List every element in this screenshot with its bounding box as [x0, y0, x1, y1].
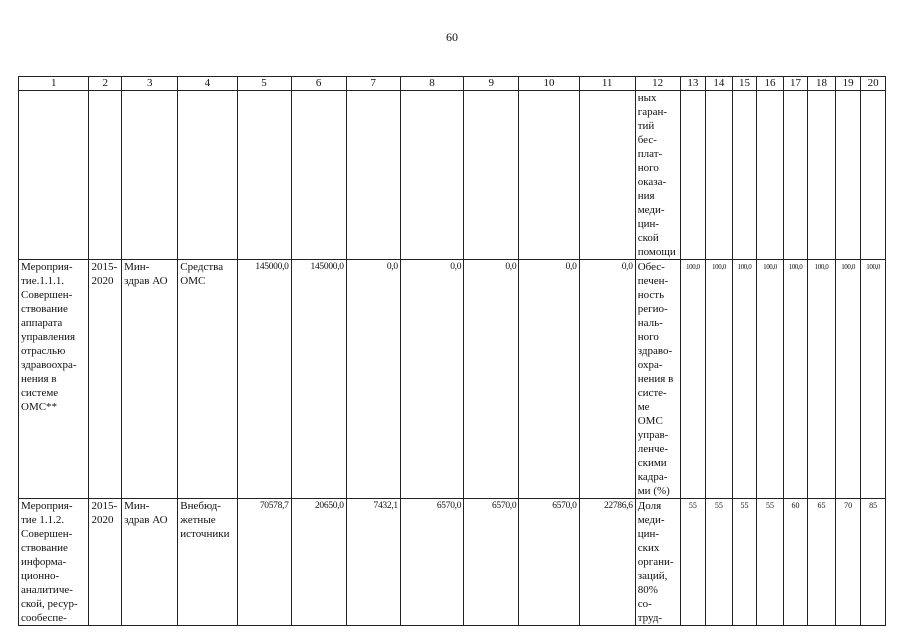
value-cell: 0,0	[519, 260, 579, 499]
target-cell: 100,0	[861, 260, 886, 499]
col-header: 12	[635, 77, 680, 91]
value-cell	[579, 91, 635, 260]
indicator-cell: ных гаран- тий бес- плат- ного оказа- ния меди- цин- ской помощи	[635, 91, 680, 260]
executor-cell: Мин- здрав АО	[122, 499, 178, 626]
value-cell	[346, 91, 400, 260]
program-table	[18, 76, 886, 626]
col-header: 16	[757, 77, 784, 91]
target-cell: 60	[783, 499, 808, 626]
value-cell: 145000,0	[291, 260, 346, 499]
col-header: 20	[861, 77, 886, 91]
source-cell: Внебюд- жетные источники	[178, 499, 237, 626]
source-cell	[178, 91, 237, 260]
col-header: 6	[291, 77, 346, 91]
indicator-cell: Обес- печен- ность регио- наль- ного здраво- охра- нения в систе- ме ОМС управ- ленче- скими кадра- ми (%)	[635, 260, 680, 499]
target-cell: 55	[757, 499, 784, 626]
col-header: 19	[835, 77, 861, 91]
target-cell: 100,0	[680, 260, 706, 499]
col-header: 15	[732, 77, 757, 91]
years-cell: 2015- 2020	[89, 260, 122, 499]
col-header: 17	[783, 77, 808, 91]
years-cell: 2015- 2020	[89, 499, 122, 626]
target-cell	[706, 91, 733, 260]
target-cell	[757, 91, 784, 260]
target-cell: 55	[680, 499, 706, 626]
target-cell: 100,0	[706, 260, 733, 499]
value-cell: 6570,0	[464, 499, 519, 626]
value-cell: 70578,7	[237, 499, 291, 626]
value-cell: 7432,1	[346, 499, 400, 626]
value-cell: 0,0	[464, 260, 519, 499]
col-header: 4	[178, 77, 237, 91]
table-row	[19, 260, 886, 499]
value-cell: 6570,0	[519, 499, 579, 626]
target-cell	[808, 91, 836, 260]
source-cell: Средства ОМС	[178, 260, 237, 499]
event-name-cell: Мероприя- тие.1.1.1. Совершен- ствование аппарата управления отраслью здравоохра- нения в системе ОМС**	[19, 260, 89, 499]
value-cell: 0,0	[579, 260, 635, 499]
value-cell	[519, 91, 579, 260]
value-cell: 0,0	[346, 260, 400, 499]
value-cell	[400, 91, 463, 260]
executor-cell: Мин- здрав АО	[122, 260, 178, 499]
target-cell: 100,0	[808, 260, 836, 499]
value-cell	[291, 91, 346, 260]
value-cell: 20650,0	[291, 499, 346, 626]
col-header: 8	[400, 77, 463, 91]
page-number: 60	[446, 30, 458, 44]
col-header: 9	[464, 77, 519, 91]
target-cell: 100,0	[783, 260, 808, 499]
header-row	[19, 77, 886, 91]
value-cell: 0,0	[400, 260, 463, 499]
target-cell: 55	[706, 499, 733, 626]
target-cell: 100,0	[757, 260, 784, 499]
col-header: 3	[122, 77, 178, 91]
col-header: 2	[89, 77, 122, 91]
target-cell	[835, 91, 861, 260]
target-cell: 100,0	[835, 260, 861, 499]
value-cell: 145000,0	[237, 260, 291, 499]
col-header: 13	[680, 77, 706, 91]
value-cell: 22786,6	[579, 499, 635, 626]
target-cell: 85	[861, 499, 886, 626]
col-header: 14	[706, 77, 733, 91]
value-cell	[237, 91, 291, 260]
target-cell: 65	[808, 499, 836, 626]
target-cell: 55	[732, 499, 757, 626]
col-header: 11	[579, 77, 635, 91]
target-cell	[783, 91, 808, 260]
event-name-cell	[19, 91, 89, 260]
target-cell	[861, 91, 886, 260]
col-header: 5	[237, 77, 291, 91]
target-cell: 70	[835, 499, 861, 626]
col-header: 7	[346, 77, 400, 91]
col-header: 10	[519, 77, 579, 91]
table-row	[19, 91, 886, 260]
target-cell: 100,0	[732, 260, 757, 499]
event-name-cell: Мероприя- тие 1.1.2. Совершен- ствование информа- ционно- аналитиче- ской, ресур- сообеспе-	[19, 499, 89, 626]
target-cell	[680, 91, 706, 260]
table-row	[19, 499, 886, 626]
target-cell	[732, 91, 757, 260]
col-header: 18	[808, 77, 836, 91]
years-cell	[89, 91, 122, 260]
col-header: 1	[19, 77, 89, 91]
value-cell: 6570,0	[400, 499, 463, 626]
value-cell	[464, 91, 519, 260]
executor-cell	[122, 91, 178, 260]
indicator-cell: Доля меди- цин- ских органи- заций, 80% со- труд-	[635, 499, 680, 626]
